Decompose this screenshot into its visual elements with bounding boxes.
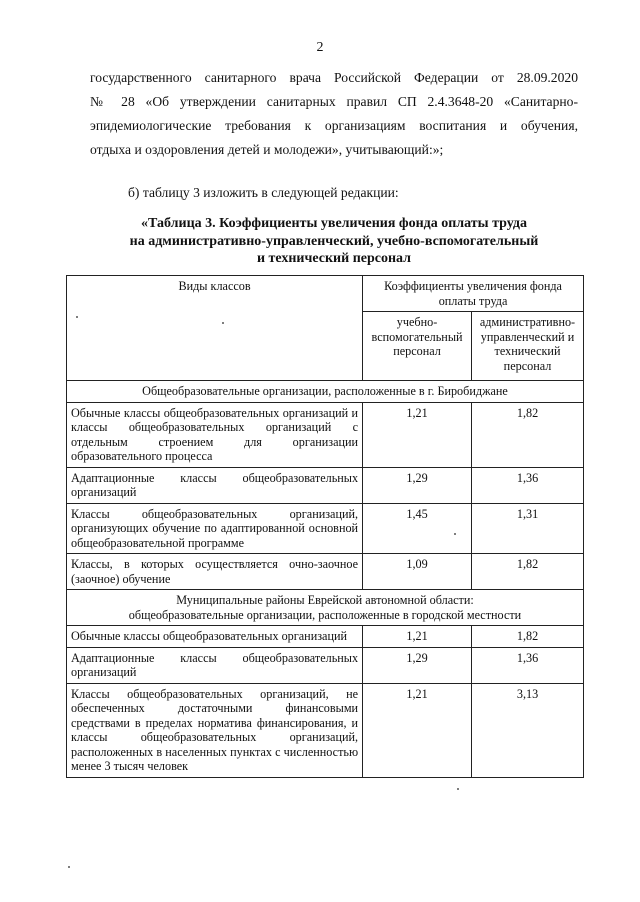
intro-line: эпидемиологические требования к организациям воспитания и обучения, xyxy=(90,118,578,133)
admin-staff-value: 1,82 xyxy=(472,554,584,590)
intro-line: государственного санитарного врача Российской Федерации от 28.09.2020 xyxy=(90,70,578,85)
support-staff-value: 1,21 xyxy=(363,683,472,777)
support-staff-value: 1,21 xyxy=(363,402,472,467)
class-kind-cell: Классы, в которых осуществляется очно-заочное (заочное) обучение xyxy=(67,554,363,590)
table-row xyxy=(67,554,584,590)
intro-line: отдыха и оздоровления детей и молодежи», учитывающий:»; xyxy=(90,142,444,157)
admin-staff-value: 1,82 xyxy=(472,626,584,648)
admin-staff-value: 1,36 xyxy=(472,467,584,503)
page-number: 2 xyxy=(316,40,324,55)
support-staff-value: 1,29 xyxy=(363,467,472,503)
section-title: Общеобразовательные организации, расположенные в г. Биробиджане xyxy=(67,381,584,403)
header-coefficients: Коэффициенты увеличения фонда оплаты труда xyxy=(363,276,584,312)
table-title-line: «Таблица 3. Коэффициенты увеличения фонда оплаты труда xyxy=(141,216,527,231)
scan-speck xyxy=(76,316,78,318)
class-kind-cell: Классы общеобразовательных организаций, не обеспеченных достаточными финансовыми средствами в пределах норматива финансирования, и классы общеобразовательных организаций, расположенных в населенных пунктах с численностью менее 3 тысяч человек xyxy=(67,683,363,777)
table-row xyxy=(67,467,584,503)
section-title-line: Муниципальные районы Еврейской автономной области: xyxy=(176,593,474,607)
admin-staff-value: 1,82 xyxy=(472,402,584,467)
table-row xyxy=(67,503,584,554)
coefficients-table xyxy=(66,275,584,778)
intro-line: № 28 «Об утверждении санитарных правил СП 2.4.3648-20 «Санитарно- xyxy=(90,94,578,109)
header-col-support-staff: учебно-вспомогательный персонал xyxy=(363,312,472,381)
header-kind: Виды классов xyxy=(67,276,363,381)
support-staff-value: 1,29 xyxy=(363,647,472,683)
table-row xyxy=(67,683,584,777)
table-title xyxy=(90,215,578,268)
admin-staff-value: 1,31 xyxy=(472,503,584,554)
section-title xyxy=(67,590,584,626)
class-kind-cell: Обычные классы общеобразовательных организаций и классы общеобразовательных организаций с отдельным строением для организации образовательного процесса xyxy=(67,402,363,467)
scan-speck xyxy=(454,533,456,535)
support-staff-value: 1,21 xyxy=(363,626,472,648)
section-title-line: общеобразовательные организации, расположенные в городской местности xyxy=(128,607,522,622)
table-header-row xyxy=(67,276,584,312)
section-row xyxy=(67,590,584,626)
scan-speck xyxy=(68,866,70,868)
table-title-line: и технический персонал xyxy=(256,251,412,266)
intro-paragraph xyxy=(90,66,578,162)
item-b-paragraph: б) таблицу 3 изложить в следующей редакции: xyxy=(128,185,399,200)
scan-speck xyxy=(457,788,459,790)
class-kind-cell: Классы общеобразовательных организаций, организующих обучение по адаптированной основной общеобразовательной программе xyxy=(67,503,363,554)
class-kind-cell: Адаптационные классы общеобразовательных организаций xyxy=(67,647,363,683)
header-col-admin-staff: административно-управленческий и технический персонал xyxy=(472,312,584,381)
support-staff-value: 1,09 xyxy=(363,554,472,590)
scan-speck xyxy=(222,322,224,324)
support-staff-value: 1,45 xyxy=(363,503,472,554)
class-kind-cell: Адаптационные классы общеобразовательных организаций xyxy=(67,467,363,503)
table-row xyxy=(67,647,584,683)
table-row xyxy=(67,402,584,467)
table-title-line: на административно-управленческий, учебно-вспомогательный xyxy=(129,233,539,249)
class-kind-cell: Обычные классы общеобразовательных организаций xyxy=(67,626,363,648)
admin-staff-value: 1,36 xyxy=(472,647,584,683)
table-row xyxy=(67,626,584,648)
section-row xyxy=(67,381,584,403)
admin-staff-value: 3,13 xyxy=(472,683,584,777)
